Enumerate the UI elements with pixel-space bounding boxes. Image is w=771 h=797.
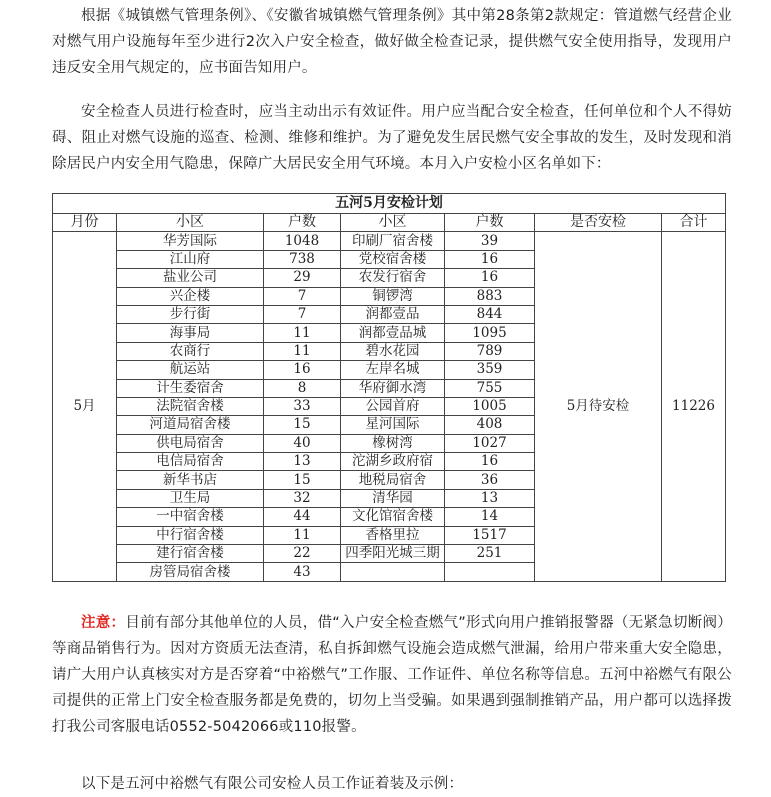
households-cell-2: 251 <box>445 545 535 563</box>
households-cell-2: 755 <box>445 379 535 397</box>
community-cell: 农商行 <box>117 342 264 360</box>
households-cell: 15 <box>264 471 341 489</box>
month-cell: 5月 <box>53 232 117 581</box>
households-cell-2: 1005 <box>445 397 535 415</box>
households-cell-2: 16 <box>445 250 535 268</box>
households-cell-2: 1517 <box>445 526 535 544</box>
community-cell-2: 地税局宿舍 <box>341 471 445 489</box>
intro-paragraph-1: 根据《城镇燃气管理条例》、《安徽省城镇燃气管理条例》其中第28条第2款规定：管道燃气经营企业对燃气用户设施每年至少进行2次入户安全检查，做好做全检查记录，提供燃气安全使用指导，发现用户违反安全用气规定的，应书面告知用户。 <box>52 8 732 76</box>
header-households: 户数 <box>264 214 341 232</box>
community-cell: 盐业公司 <box>117 269 264 287</box>
households-cell: 29 <box>264 269 341 287</box>
footer-paragraph: 以下是五河中裕燃气有限公司安检人员工作证着装及示例： <box>81 776 464 792</box>
community-cell-2: 华府御水湾 <box>341 379 445 397</box>
households-cell-2: 1095 <box>445 324 535 342</box>
community-cell: 计生委宿舍 <box>117 379 264 397</box>
households-cell-2: 1027 <box>445 434 535 452</box>
notice-paragraph <box>52 610 732 740</box>
header-month: 月份 <box>53 214 117 232</box>
header-community: 小区 <box>117 214 264 232</box>
header-community-2: 小区 <box>341 214 445 232</box>
community-cell-2: 沱湖乡政府宿 <box>341 453 445 471</box>
community-cell-2: 清华园 <box>341 489 445 507</box>
community-cell-2: 左岸名城 <box>341 361 445 379</box>
community-cell: 供电局宿舍 <box>117 434 264 452</box>
header-total: 合计 <box>662 214 726 232</box>
households-cell: 43 <box>264 563 341 581</box>
households-cell: 8 <box>264 379 341 397</box>
status-cell: 5月待安检 <box>535 232 662 581</box>
community-cell: 中行宿舍楼 <box>117 526 264 544</box>
households-cell: 40 <box>264 434 341 452</box>
households-cell-2: 13 <box>445 489 535 507</box>
community-cell: 建行宿舍楼 <box>117 545 264 563</box>
households-cell: 7 <box>264 287 341 305</box>
households-cell: 15 <box>264 416 341 434</box>
table-row <box>53 232 726 250</box>
community-cell: 河道局宿舍楼 <box>117 416 264 434</box>
table-header-row <box>53 214 726 232</box>
community-cell: 卫生局 <box>117 489 264 507</box>
community-cell: 江山府 <box>117 250 264 268</box>
community-cell: 华芳国际 <box>117 232 264 250</box>
community-cell-2 <box>341 563 445 581</box>
community-cell: 新华书店 <box>117 471 264 489</box>
households-cell: 16 <box>264 361 341 379</box>
intro-paragraph-2: 安全检查人员进行检查时，应当主动出示有效证件。用户应当配合安全检查，任何单位和个人不得妨碍、阻止对燃气设施的巡查、检测、维修和维护。为了避免发生居民燃气安全事故的发生，及时发现和消除居民户内安全用气隐患，保障广大居民安全用气环境。本月入户安检小区名单如下： <box>52 104 732 172</box>
households-cell-2: 14 <box>445 508 535 526</box>
community-cell-2: 星河国际 <box>341 416 445 434</box>
community-cell-2: 印刷厂宿舍楼 <box>341 232 445 250</box>
community-cell: 房管局宿舍楼 <box>117 563 264 581</box>
households-cell-2: 16 <box>445 453 535 471</box>
households-cell: 11 <box>264 526 341 544</box>
households-cell: 32 <box>264 489 341 507</box>
households-cell: 33 <box>264 397 341 415</box>
notice-label: 注意： <box>81 615 126 631</box>
households-cell-2: 789 <box>445 342 535 360</box>
community-cell: 步行街 <box>117 305 264 323</box>
community-cell: 电信局宿舍 <box>117 453 264 471</box>
households-cell-2: 16 <box>445 269 535 287</box>
community-cell: 航运站 <box>117 361 264 379</box>
households-cell: 11 <box>264 324 341 342</box>
households-cell-2: 844 <box>445 305 535 323</box>
table-title-row <box>53 194 726 214</box>
households-cell: 13 <box>264 453 341 471</box>
community-cell-2: 香格里拉 <box>341 526 445 544</box>
community-cell: 海事局 <box>117 324 264 342</box>
households-cell: 11 <box>264 342 341 360</box>
community-cell-2: 农发行宿舍 <box>341 269 445 287</box>
community-cell-2: 公园首府 <box>341 397 445 415</box>
community-cell-2: 润都壹品 <box>341 305 445 323</box>
community-cell-2: 碧水花园 <box>341 342 445 360</box>
community-cell: 一中宿舍楼 <box>117 508 264 526</box>
community-cell-2: 铜锣湾 <box>341 287 445 305</box>
households-cell: 7 <box>264 305 341 323</box>
households-cell-2: 39 <box>445 232 535 250</box>
header-status: 是否安检 <box>535 214 662 232</box>
households-cell: 22 <box>264 545 341 563</box>
households-cell: 738 <box>264 250 341 268</box>
notice-text: 目前有部分其他单位的人员，借“入户安全检查燃气”形式向用户推销报警器（无紧急切断阀）等商品销售行为。因对方资质无法查清，私自拆卸燃气设施会造成燃气泄漏，给用户带来重大安全隐患，请广大用户认真核实对方是否穿着“中裕燃气”工作服、工作证件、单位名称等信息。五河中裕燃气有限公司提供的正常上门安全检查服务都是免费的，切勿上当受骗。如果遇到强制推销产品，用户都可以选择拨打我公司客服电话0552-5042066或110报警。 <box>52 615 732 735</box>
community-cell-2: 党校宿舍楼 <box>341 250 445 268</box>
households-cell: 44 <box>264 508 341 526</box>
community-cell-2: 润都壹品城 <box>341 324 445 342</box>
households-cell-2: 36 <box>445 471 535 489</box>
community-cell: 法院宿舍楼 <box>117 397 264 415</box>
inspection-plan-table <box>52 193 726 582</box>
community-cell: 兴企楼 <box>117 287 264 305</box>
header-households-2: 户数 <box>445 214 535 232</box>
households-cell-2: 359 <box>445 361 535 379</box>
table-title: 五河5月安检计划 <box>53 194 726 214</box>
households-cell-2 <box>445 563 535 581</box>
community-cell-2: 文化馆宿舍楼 <box>341 508 445 526</box>
community-cell-2: 四季阳光城三期 <box>341 545 445 563</box>
households-cell: 1048 <box>264 232 341 250</box>
community-cell-2: 橡树湾 <box>341 434 445 452</box>
total-cell: 11226 <box>662 232 726 581</box>
households-cell-2: 883 <box>445 287 535 305</box>
households-cell-2: 408 <box>445 416 535 434</box>
